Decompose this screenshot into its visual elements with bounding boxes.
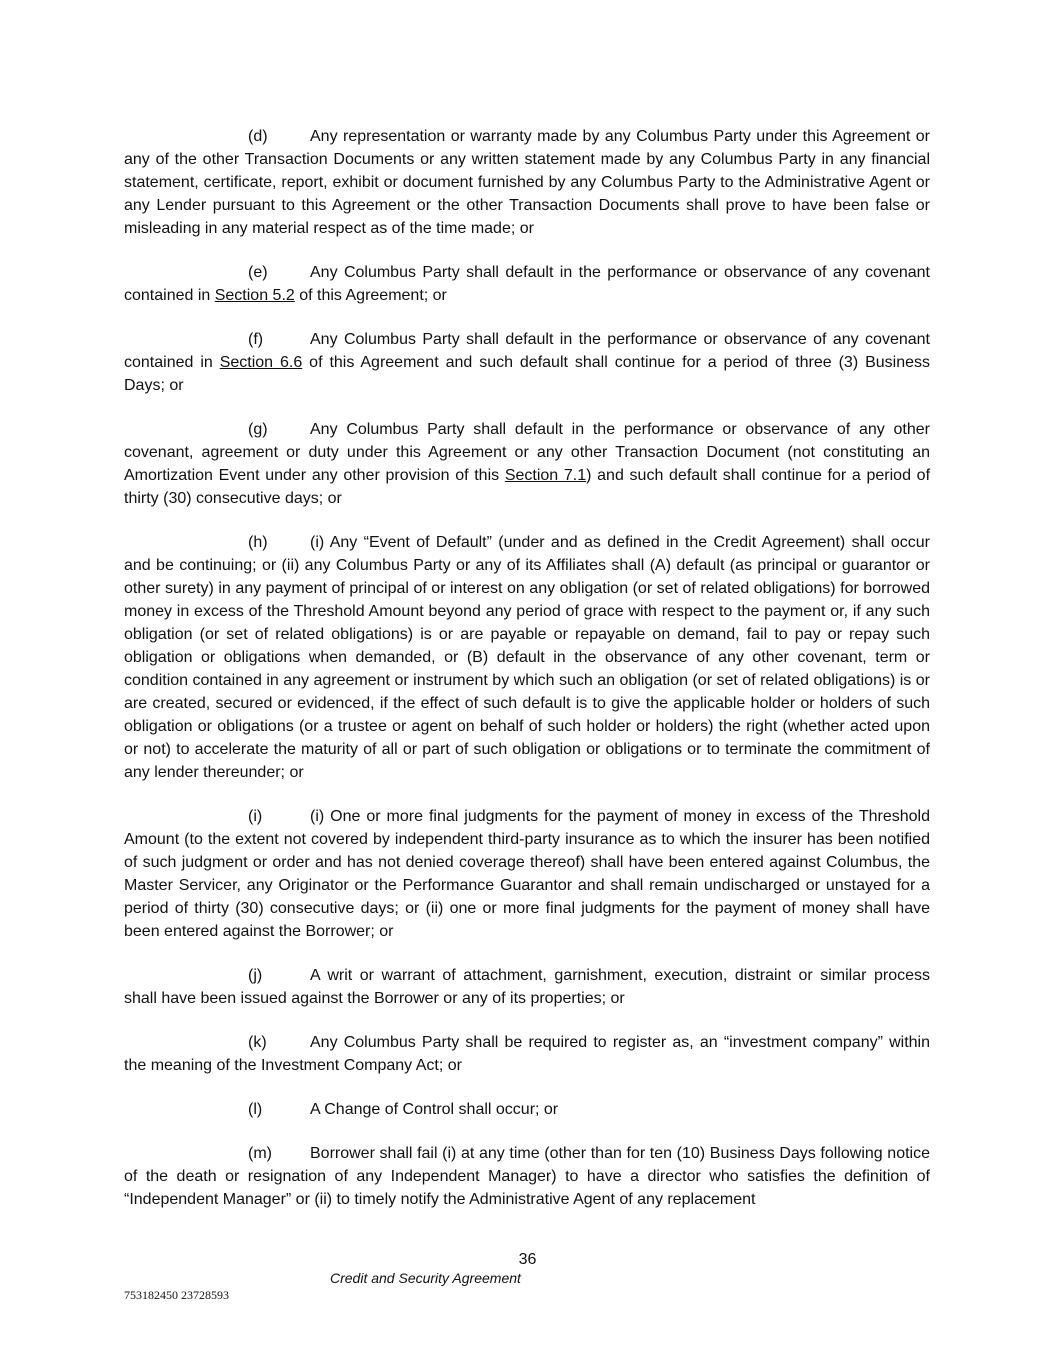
paragraph-label: (k) xyxy=(248,1034,267,1051)
paragraph-text: Any Columbus Party shall default in the performance or observance of any other covenant, agreement or duty under this Agreement or any other Transaction Document (not constituting an Amortization Event under any other provision of this xyxy=(124,421,930,484)
paragraph-text: of this Agreement; or xyxy=(294,287,447,304)
paragraph-label: (d) xyxy=(248,128,268,145)
document-id: 753182450 23728593 xyxy=(124,1288,229,1302)
paragraph-text: A writ or warrant of attachment, garnishment, execution, distraint or similar process shall have been issued against the Borrower or any of its properties; or xyxy=(124,967,930,1007)
paragraph-d xyxy=(124,125,930,240)
section-reference: Section 6.6 xyxy=(219,354,303,371)
section-reference: Section 7.1 xyxy=(504,467,587,484)
paragraph-i xyxy=(124,805,930,943)
paragraph-text: Any Columbus Party shall be required to register as, an “investment company” within the meaning of the Investment Company Act; or xyxy=(124,1034,930,1074)
paragraph-g xyxy=(124,418,930,510)
paragraph-text: Borrower shall fail (i) at any time (other than for ten (10) Business Days following notice of the death or resignation of any Independent Manager) to have a director who satisfies the definition of “Independent Manager” or (ii) to timely notify the Administrative Agent of any replacement xyxy=(124,1145,930,1208)
paragraph-text: of this Agreement and such default shall continue for a period of three (3) Business Days; or xyxy=(124,354,931,394)
paragraph-j xyxy=(124,964,930,1010)
paragraph-label: (e) xyxy=(248,264,268,281)
paragraph-k xyxy=(124,1031,930,1077)
paragraph-label: (j) xyxy=(248,967,263,984)
document-body xyxy=(124,125,930,1211)
paragraph-text: (i) Any “Event of Default” (under and as defined in the Credit Agreement) shall occur and be continuing; or (ii) any Columbus Party or any of its Affiliates shall (A) default (as principal or guarantor or other surety) in any payment of principal of or interest on any obligation (or set of related obligations) for borrowed money in excess of the Threshold Amount beyond any period of grace with respect to the payment or, if any such obligation (or set of related obligations) is or are payable or repayable on demand, fail to pay or repay such obligation or obligations when demanded, or (B) default in the observance of any other covenant, term or condition contained in any agreement or instrument by which such an obligation (or set of related obligations) is or are created, secured or evidenced, if the effect of such default is to give the applicable holder or holders of such obligation or obligations (or a trustee or agent on behalf of such holder or holders) the right (whether acted upon or not) to accelerate the maturity of all or part of such obligation or obligations or to terminate the commitment of any lender thereunder; or xyxy=(124,534,930,781)
paragraph-label: (f) xyxy=(248,331,264,348)
paragraph-label: (i) xyxy=(248,808,263,825)
paragraph-text: Any Columbus Party shall default in the performance or observance of any covenant contained in xyxy=(124,264,930,304)
paragraph-e xyxy=(124,261,930,307)
paragraph-label: (g) xyxy=(248,421,268,438)
paragraph-label: (h) xyxy=(248,534,268,551)
section-reference: Section 5.2 xyxy=(214,287,295,304)
paragraph-h xyxy=(124,531,930,784)
paragraph-text: A Change of Control shall occur; or xyxy=(310,1101,559,1118)
paragraph-m xyxy=(124,1142,930,1211)
paragraph-label: (l) xyxy=(248,1101,263,1118)
paragraph-label: (m) xyxy=(248,1145,272,1162)
footer-title: Credit and Security Agreement xyxy=(330,1270,521,1286)
paragraph-text: Any representation or warranty made by any Columbus Party under this Agreement or any of the other Transaction Documents or any written statement made by any Columbus Party in any financial statement, certificate, report, exhibit or document furnished by any Columbus Party to the Administrative Agent or any Lender pursuant to this Agreement or the other Transaction Documents shall prove to have been false or misleading in any material respect as of the time made; or xyxy=(124,128,930,237)
paragraph-text: Any Columbus Party shall default in the performance or observance of any covenant contained in xyxy=(124,331,930,371)
paragraph-text: ) and such default shall continue for a period of thirty (30) consecutive days; or xyxy=(124,467,931,507)
paragraph-f xyxy=(124,328,930,397)
paragraph-text: (i) One or more final judgments for the payment of money in excess of the Threshold Amount (to the extent not covered by independent third-party insurance as to which the insurer has been notified of such judgment or order and has not denied coverage thereof) shall have been entered against Columbus, the Master Servicer, any Originator or the Performance Guarantor and shall remain undischarged or unstayed for a period of thirty (30) consecutive days; or (ii) one or more final judgments for the payment of money shall have been entered against the Borrower; or xyxy=(124,808,930,940)
paragraph-l xyxy=(124,1098,930,1121)
page-number: 36 xyxy=(518,1251,537,1268)
